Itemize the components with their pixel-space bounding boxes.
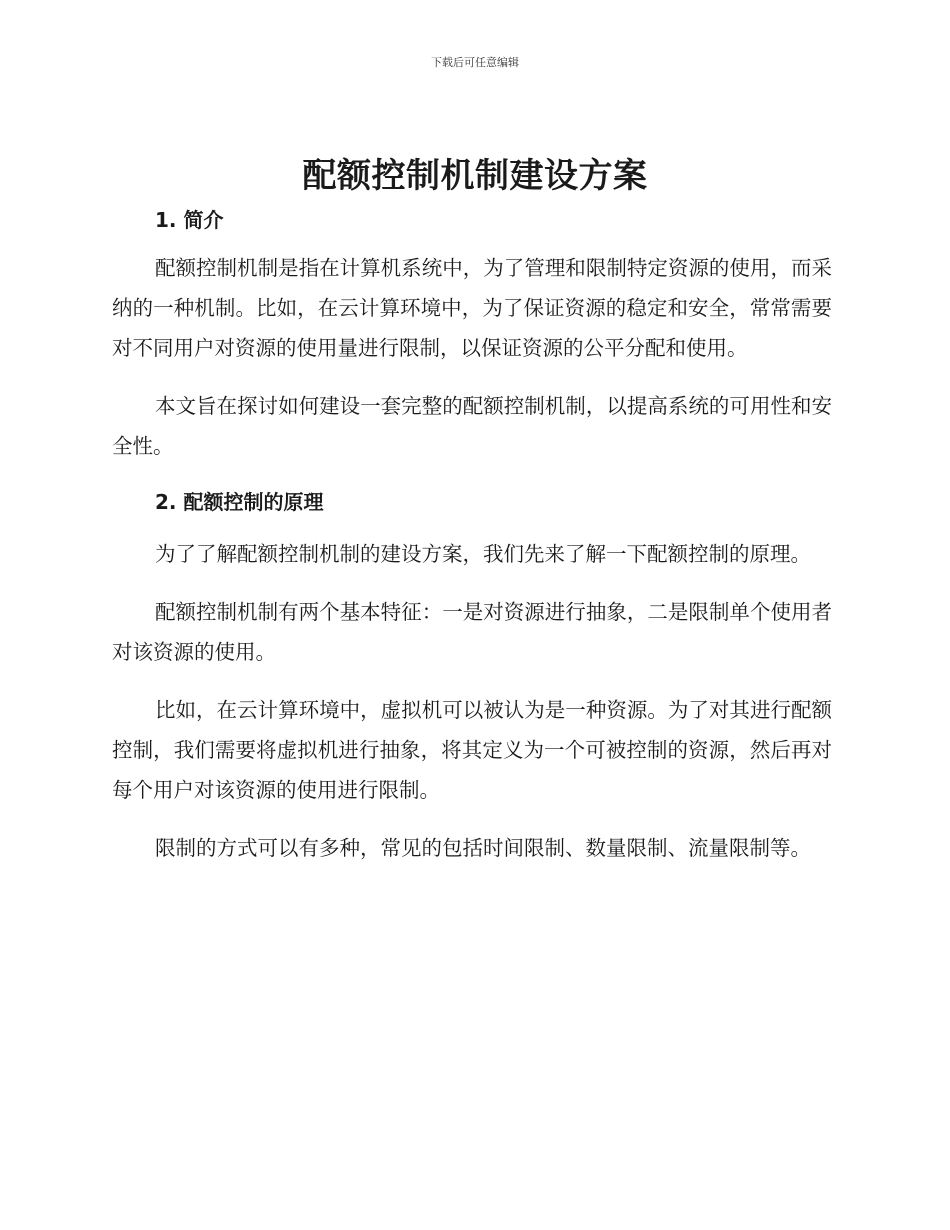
document-title: 配额控制机制建设方案 bbox=[302, 156, 648, 196]
paragraph: 比如，在云计算环境中，虚拟机可以被认为是一种资源。为了对其进行配额控制，我们需要将虚拟机进行抽象，将其定义为一个可被控制的资源，然后再对每个用户对该资源的使用进行限制。 bbox=[112, 698, 832, 802]
header-note: 下载后可任意编辑 bbox=[431, 56, 519, 69]
paragraph: 限制的方式可以有多种，常见的包括时间限制、数量限制、流量限制等。 bbox=[155, 836, 811, 860]
section-heading: 2. 配额控制的原理 bbox=[155, 490, 324, 514]
paragraph: 为了了解配额控制机制的建设方案，我们先来了解一下配额控制的原理。 bbox=[155, 542, 811, 566]
paragraph: 配额控制机制是指在计算机系统中，为了管理和限制特定资源的使用，而采纳的一种机制。比如，在云计算环境中，为了保证资源的稳定和安全，常常需要对不同用户对资源的使用量进行限制，以保证资源的公平分配和使用。 bbox=[112, 256, 832, 360]
section-heading: 1. 简介 bbox=[155, 208, 224, 232]
document-body bbox=[112, 200, 832, 868]
paragraph: 配额控制机制有两个基本特征：一是对资源进行抽象，二是限制单个使用者对该资源的使用。 bbox=[112, 600, 832, 664]
section-intro bbox=[112, 200, 832, 466]
section-principle bbox=[112, 482, 832, 868]
paragraph: 本文旨在探讨如何建设一套完整的配额控制机制，以提高系统的可用性和安全性。 bbox=[112, 394, 832, 458]
